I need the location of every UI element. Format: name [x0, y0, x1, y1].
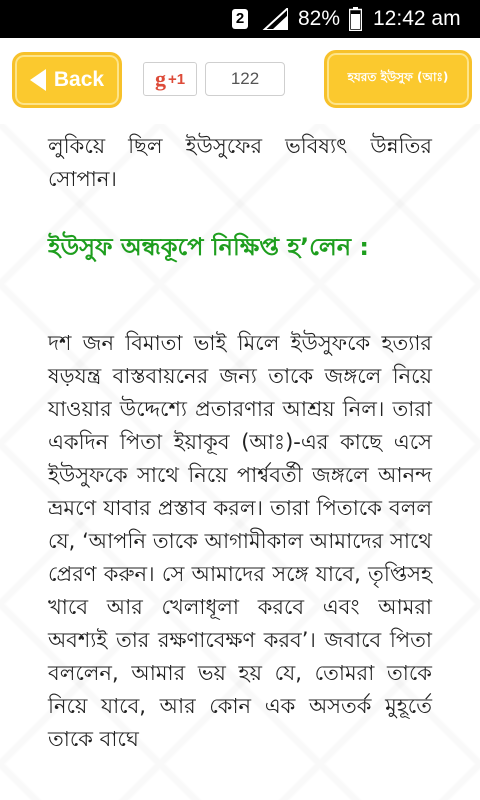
status-bar — [0, 0, 480, 38]
battery-icon — [349, 7, 362, 31]
body-paragraph: দশ জন বিমাতা ভাই মিলে ইউসুফকে হত্যার ষড়যন্ত্র বাস্তবায়নের জন্য তাকে জঙ্গলে নিয়ে যাওয়ার উদ্দেশ্যে প্রতারণার আশ্রয় নিল। তারা একদিন পিতা ইয়াকূব (আঃ)-এর কাছে এসে ইউসুফকে সাথে নিয়ে পার্শ্ববর্তী জঙ্গলে আনন্দ ভ্রমণে যাবার প্রস্তাব করল। তারা পিতাকে বলল যে, ‘আপনি তাকে আগামীকাল আমাদের সাথে প্রেরণ করুন। সে আমাদের সঙ্গে যাবে, তৃপ্তিসহ খাবে আর খেলাধূলা করবে এবং আমরা অবশ্যই তার রক্ষণাবেক্ষণ করব’। জবাবে পিতা বললেন, আমার ভয় হয় যে, তোমরা তাকে নিয়ে যাবে, আর কোন এক অসতর্ক মুহূর্তে তাকে বাঘে — [48, 331, 432, 751]
signal-icon — [262, 8, 288, 30]
plus-one-label: +1 — [167, 70, 186, 88]
status-clock: 12:42 am — [373, 7, 461, 30]
back-button-label: Back — [53, 68, 105, 91]
app-toolbar — [0, 38, 480, 124]
intro-paragraph: লুকিয়ে ছিল ইউসুফের ভবিষ্যৎ উন্নতির সোপান। — [48, 134, 432, 191]
plus-one-count: 122 — [205, 62, 285, 96]
google-plus-icon: g — [154, 66, 166, 91]
google-plus-one-button[interactable] — [143, 62, 197, 96]
back-arrow-icon — [30, 69, 46, 91]
battery-percent: 82% — [298, 7, 341, 30]
sim-slot-badge: 2 — [232, 9, 248, 29]
section-heading: ইউসুফ অন্ধকূপে নিক্ষিপ্ত হ’লেন : — [48, 233, 370, 261]
article-scroll-area[interactable] — [0, 124, 480, 800]
back-button[interactable] — [12, 52, 122, 108]
chapter-title-button[interactable]: হযরত ইউসুফ (আঃ) — [324, 50, 472, 108]
